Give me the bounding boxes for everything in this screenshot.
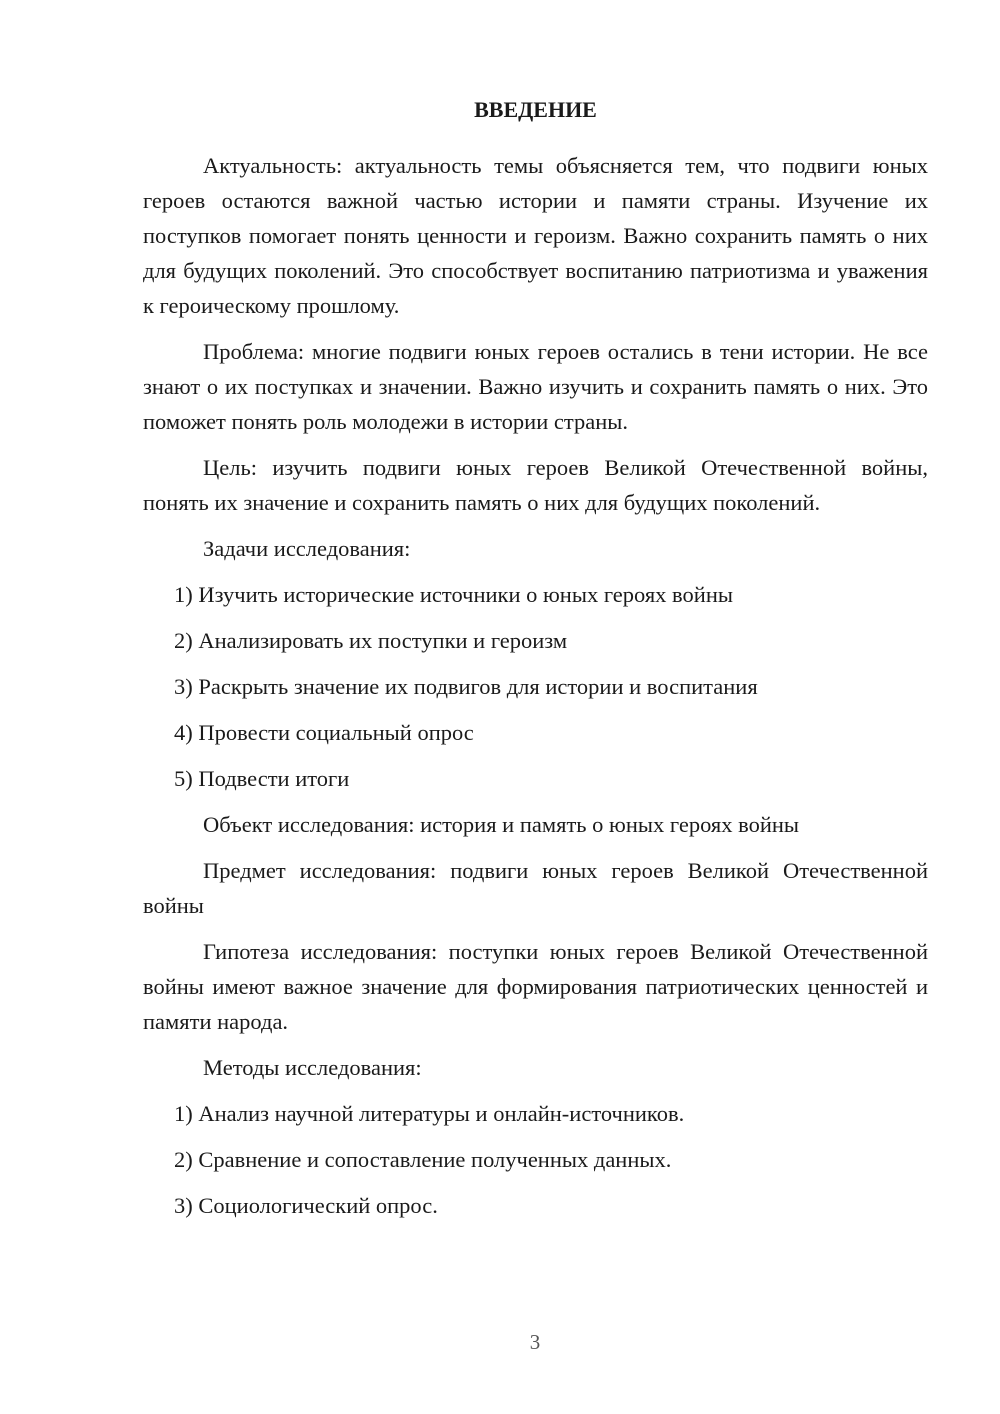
object-line: Объект исследования: история и память о юных героях войны (203, 812, 800, 837)
methods-heading: Методы исследования: (203, 1055, 422, 1080)
task-item: 4) Провести социальный опрос (174, 720, 474, 745)
method-item: 2) Сравнение и сопоставление полученных данных. (174, 1147, 672, 1172)
task-item: 1) Изучить исторические источники о юных героях войны (174, 582, 733, 607)
hypothesis-paragraph: Гипотеза исследования: поступки юных героев Великой Отечественной войны имеют важное значение для формирования патриотических ценностей и памяти народа. (143, 939, 928, 1034)
task-item: 5) Подвести итоги (174, 766, 350, 791)
tasks-heading: Задачи исследования: (203, 536, 411, 561)
problem-paragraph: Проблема: многие подвиги юных героев остались в тени истории. Не все знают о их поступках и значении. Важно изучить и сохранить память о них. Это поможет понять роль молодежи в истории страны. (143, 339, 928, 434)
page-content (143, 92, 928, 1234)
goal-paragraph: Цель: изучить подвиги юных героев Великой Отечественной войны, понять их значение и сохранить память о них для будущих поколений. (143, 455, 928, 515)
task-item: 2) Анализировать их поступки и героизм (174, 628, 568, 653)
method-item: 1) Анализ научной литературы и онлайн-источников. (174, 1101, 685, 1126)
subject-paragraph: Предмет исследования: подвиги юных героев Великой Отечественной войны (143, 858, 928, 918)
task-item: 3) Раскрыть значение их подвигов для истории и воспитания (174, 674, 758, 699)
page-number: 3 (529, 1330, 541, 1354)
page-title: ВВЕДЕНИЕ (474, 97, 597, 122)
method-item: 3) Социологический опрос. (174, 1193, 438, 1218)
relevance-paragraph: Актуальность: актуальность темы объясняется тем, что подвиги юных героев остаются важной частью истории и памяти страны. Изучение их поступков помогает понять ценности и героизм. Важно сохранить память о них для будущих поколений. Это способствует воспитанию патриотизма и уважения к героическому прошлому. (143, 153, 928, 318)
